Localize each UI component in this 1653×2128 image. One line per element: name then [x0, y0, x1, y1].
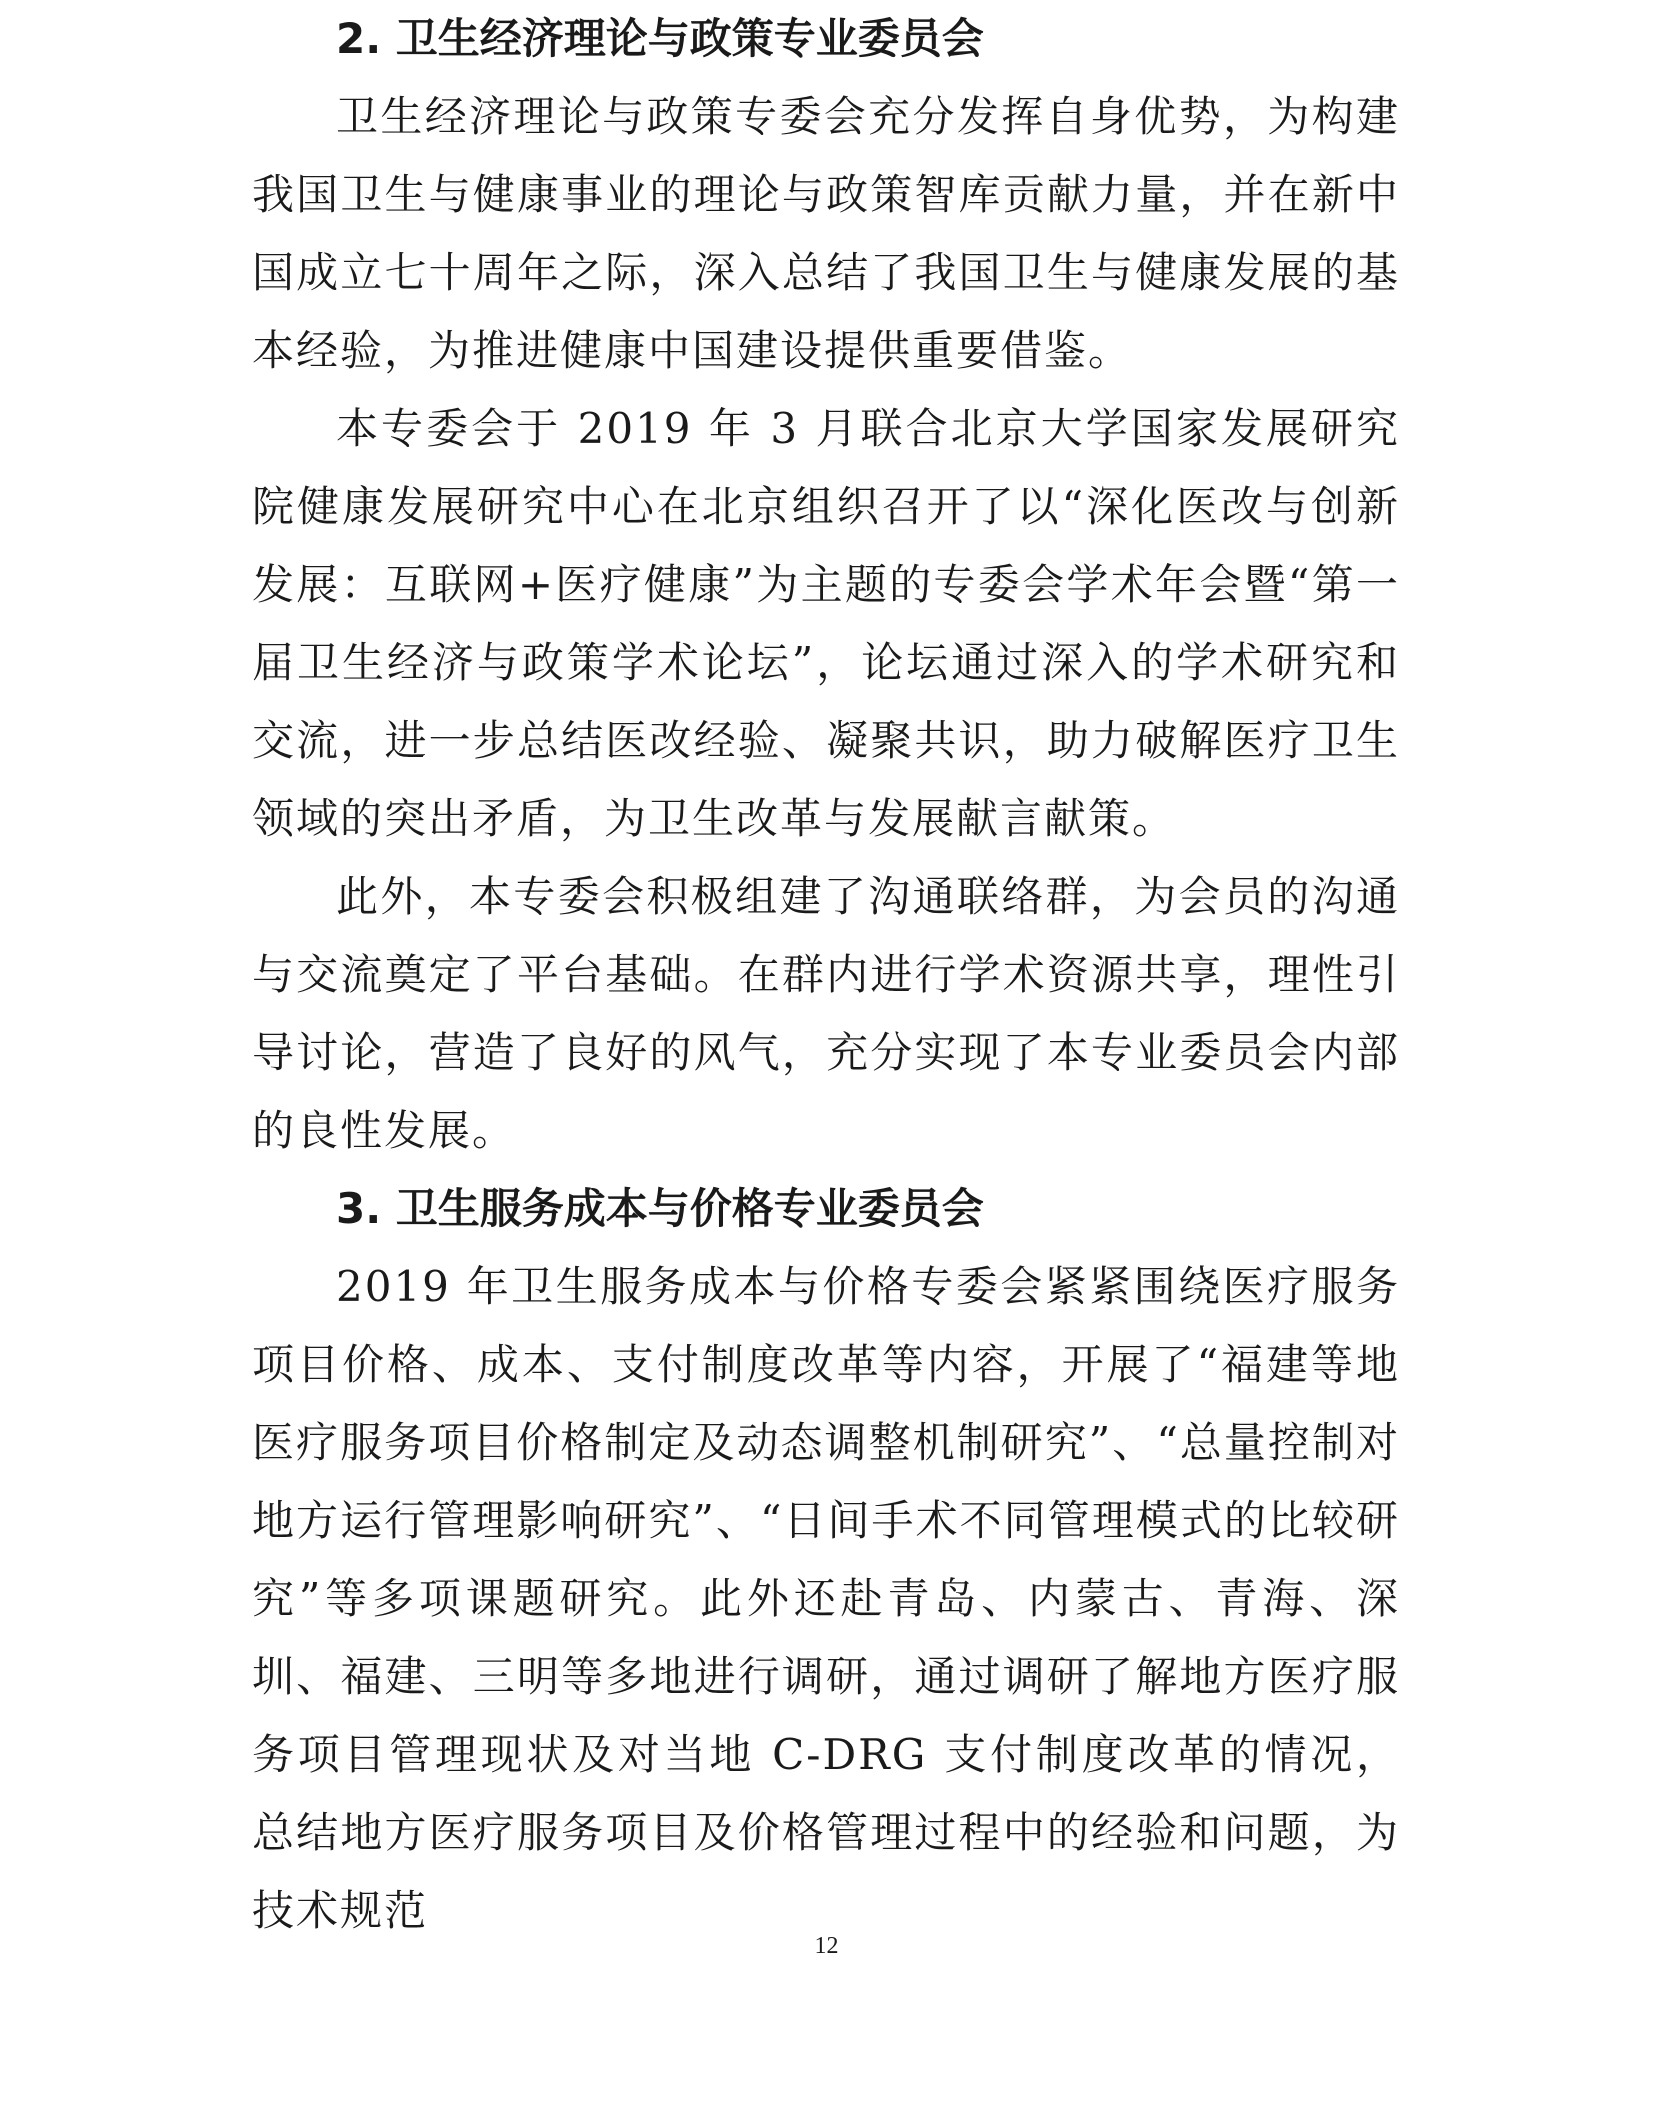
paragraph: 本专委会于 2019 年 3 月联合北京大学国家发展研究院健康发展研究中心在北京组织召开了以“深化医改与创新发展：互联网+医疗健康”为主题的专委会学术年会暨“第一届卫生经济与政策学术论坛”，论坛通过深入的学术研究和交流，进一步总结医改经验、凝聚共识，助力破解医疗卫生领域的突出矛盾，为卫生改革与发展献言献策。 — [252, 404, 1400, 843]
paragraph: 2019 年卫生服务成本与价格专委会紧紧围绕医疗服务项目价格、成本、支付制度改革等内容，开展了“福建等地医疗服务项目价格制定及动态调整机制研究”、“总量控制对地方运行管理影响研究”、“日间手术不同管理模式的比较研究”等多项课题研究。此外还赴青岛、内蒙古、青海、深圳、福建、三明等多地进行调研，通过调研了解地方医疗服务项目管理现状及对当地 C-DRG 支付制度改革的情况，总结地方医疗服务项目及价格管理过程中的经验和问题，为技术规范 — [252, 1262, 1400, 1935]
page-body — [252, 0, 1400, 1950]
page-number: 12 — [814, 1933, 839, 1959]
paragraph: 卫生经济理论与政策专委会充分发挥自身优势，为构建我国卫生与健康事业的理论与政策智库贡献力量，并在新中国成立七十周年之际，深入总结了我国卫生与健康发展的基本经验，为推进健康中国建设提供重要借鉴。 — [252, 92, 1400, 375]
section-heading-health-economics-theory-policy: 2. 卫生经济理论与政策专业委员会 — [336, 14, 984, 63]
section-heading-health-service-cost-price: 3. 卫生服务成本与价格专业委员会 — [336, 1184, 984, 1233]
paragraph: 此外，本专委会积极组建了沟通联络群，为会员的沟通与交流奠定了平台基础。在群内进行学术资源共享，理性引导讨论，营造了良好的风气，充分实现了本专业委员会内部的良性发展。 — [252, 872, 1400, 1155]
